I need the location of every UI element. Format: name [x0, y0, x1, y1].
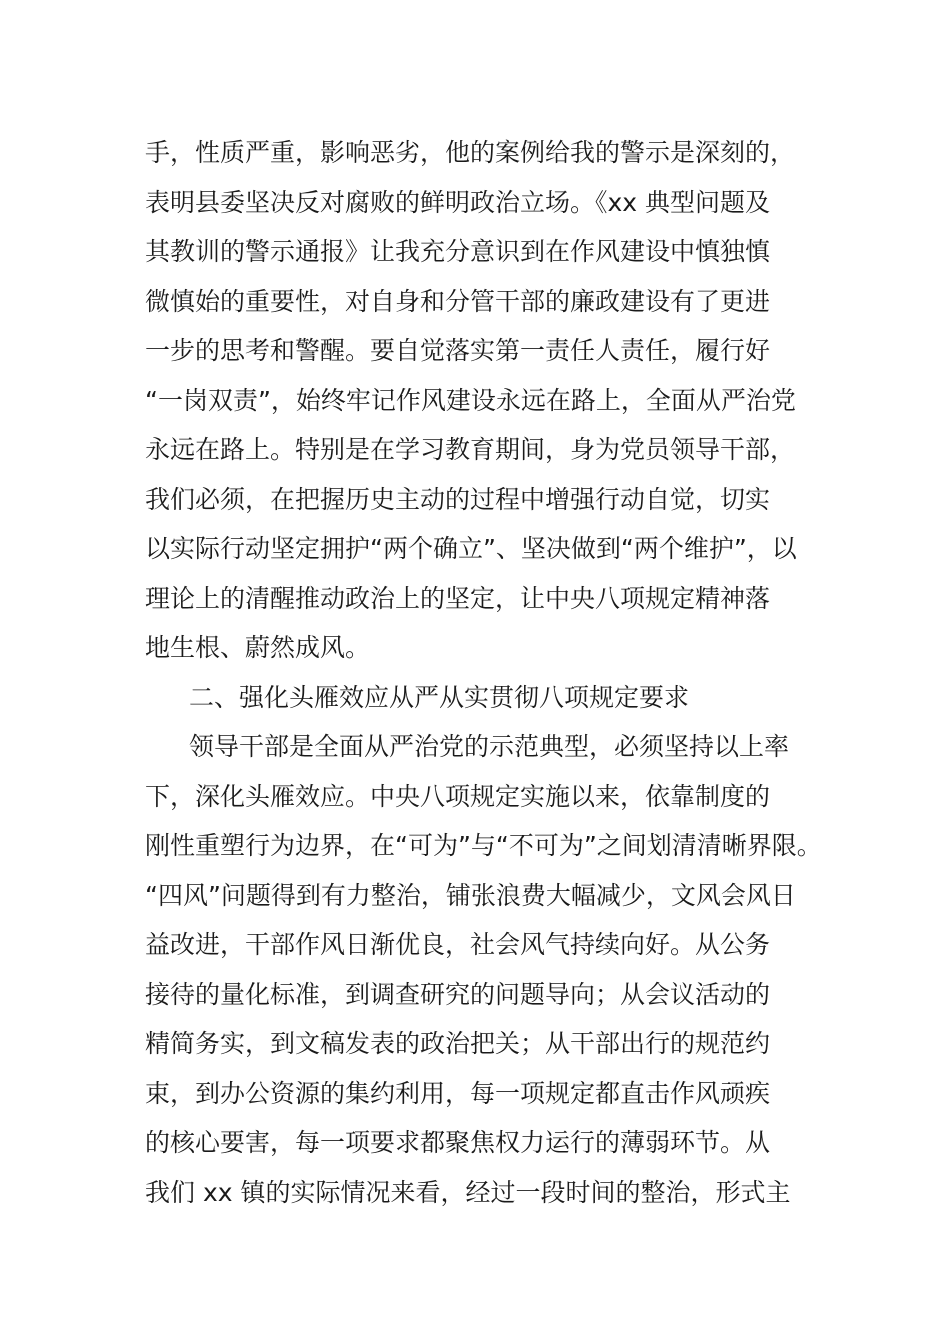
text-line: 束，到办公资源的集约利用，每一项规定都直击作风顽疾 [145, 1078, 771, 1108]
text-line: 我们 xx 镇的实际情况来看，经过一段时间的整治，形式主 [145, 1177, 791, 1207]
text-line: 接待的量化标准，到调查研究的问题导向；从会议活动的 [145, 979, 771, 1009]
section-heading: 二、强化头雁效应从严从实贯彻八项规定要求 [189, 682, 690, 712]
text-line: 永远在路上。特别是在学习教育期间，身为党员领导干部， [145, 435, 796, 464]
text-line: 精简务实，到文稿发表的政治把关；从干部出行的规范约 [145, 1029, 771, 1058]
text-line: 益改进，干部作风日渐优良，社会风气持续向好。从公务 [145, 930, 771, 959]
text-line: 其教训的警示通报》让我充分意识到在作风建设中慎独慎 [145, 237, 771, 266]
paragraph-start: 领导干部是全面从严治党的示范典型，必须坚持以上率 [189, 732, 790, 761]
text-line: 以实际行动坚定拥护“两个确立”、坚决做到“两个维护”，以 [145, 534, 797, 563]
text-line: 理论上的清醒推动政治上的坚定，让中央八项规定精神落 [145, 583, 771, 613]
text-line: 手，性质严重，影响恶劣，他的案例给我的警示是深刻的， [145, 138, 796, 167]
text-line: 刚性重塑行为边界，在“可为”与“不可为”之间划清清晰界限。 [145, 831, 822, 860]
text-line: 我们必须，在把握历史主动的过程中增强行动自觉，切实 [145, 484, 771, 514]
text-line: 微慎始的重要性，对自身和分管干部的廉政建设有了更进 [145, 286, 771, 316]
text-line: 下，深化头雁效应。中央八项规定实施以来，依靠制度的 [145, 781, 771, 811]
text-line: 的核心要害，每一项要求都聚焦权力运行的薄弱环节。从 [145, 1128, 771, 1157]
text-line: 地生根、蔚然成风。 [145, 633, 371, 662]
text-line: “一岗双责”，始终牢记作风建设永远在路上，全面从严治党 [145, 385, 796, 415]
text-line: “四风”问题得到有力整治，铺张浪费大幅减少，文风会风日 [145, 880, 796, 910]
text-line: 一步的思考和警醒。要自觉落实第一责任人责任，履行好 [145, 336, 771, 365]
text-line: 表明县委坚决反对腐败的鲜明政治立场。《xx 典型问题及 [145, 187, 771, 217]
body-text [145, 128, 822, 1217]
